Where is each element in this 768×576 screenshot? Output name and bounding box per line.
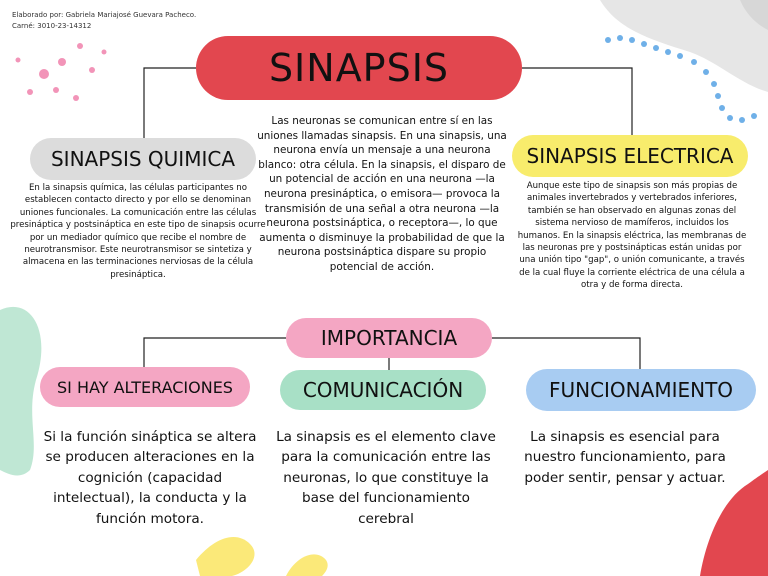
quimica-text: En la sinapsis química, las células participantes no establecen contacto directo y por ello se denominan uniones funcionales. La comunicación entre las células presináptica y postsináptica en este tipo de sinapsis ocurre por un mediador químico que recibe el nombre de neurotransmisor. Este neurotransmisor se sintetiza y almacena en las terminaciones nerviosas de la célula presináptica. <box>10 183 266 280</box>
electrica-text: Aunque este tipo de sinapsis son más propias de animales invertebrados y vertebrados inferiores, también se han observado en algunas zonas del sistema nervioso de mamíferos, incluidos los humanos. En la sinapsis eléctrica, las membranas de las neuronas pre y postsinápticas están unidas por una unión tipo "gap", o unión comunicante, a través de la cual fluye la corriente eléctrica de una célula a otra y de forma directa. <box>517 181 747 291</box>
credit-block <box>12 10 196 32</box>
electrica-heading: SINAPSIS ELECTRICA <box>512 135 748 177</box>
alteraciones-heading: SI HAY ALTERACIONES <box>40 367 250 407</box>
quimica-heading: SINAPSIS QUIMICA <box>30 138 256 180</box>
importancia-right-line <box>492 338 640 369</box>
comunicacion-heading: COMUNICACIÓN <box>280 370 486 410</box>
title-to-electrica-line <box>522 68 632 135</box>
credit-carne: Carné: 3010-23-14312 <box>12 22 92 30</box>
title-to-quimica-line <box>144 68 196 138</box>
page-title: SINAPSIS <box>196 36 522 100</box>
comunicacion-text: La sinapsis es el elemento clave para la comunicación entre las neuronas, lo que constituye la base del funcionamiento cerebral <box>276 429 496 527</box>
alteraciones-text: Si la función sináptica se altera se producen alteraciones en la cognición (capacidad intelectual), la conducta y la función motora. <box>43 429 257 527</box>
funcionamiento-heading: FUNCIONAMIENTO <box>526 369 756 411</box>
importancia-heading: IMPORTANCIA <box>286 318 492 358</box>
funcionamiento-text: La sinapsis es esencial para nuestro funcionamiento, para poder sentir, pensar y actuar. <box>524 429 726 486</box>
credit-author: Elaborado por: Gabriela Mariajosé Guevara Pacheco. <box>12 11 197 19</box>
intro-text: Las neuronas se comunican entre sí en las uniones llamadas sinapsis. En una sinapsis, una neurona envía un mensaje a una neurona blanco: otra célula. En la sinapsis, el disparo de un potencial de acción en una neurona —la neurona presináptica, o emisora— provoca la transmisión de una señal a otra neurona —la neurona postsináptica, o receptora—, lo que aumenta o disminuye la probabilidad de que la neurona postsináptica dispare su propio potencial de acción. <box>257 115 507 273</box>
importancia-branch-line <box>144 338 286 367</box>
